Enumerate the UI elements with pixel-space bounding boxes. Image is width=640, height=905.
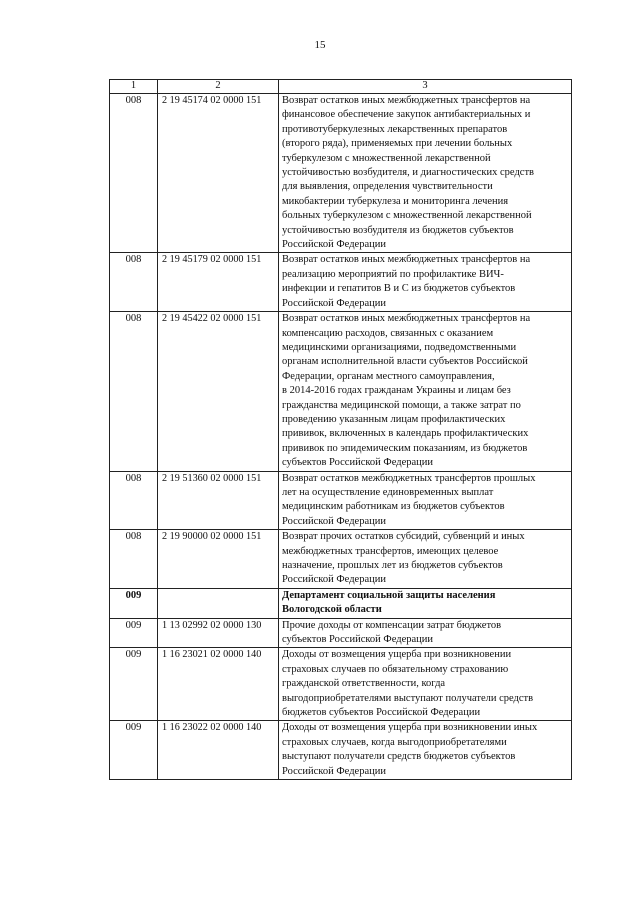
description-line: инфекции и гепатитов В и С из бюджетов субъектов bbox=[282, 283, 516, 295]
table-row bbox=[110, 312, 572, 471]
description-line: органам исполнительной власти субъектов Российской bbox=[282, 356, 528, 368]
description-line: в 2014-2016 годах гражданам Украины и лицам без bbox=[282, 385, 511, 397]
description-line: страховых случаев, когда выгодоприобретателями bbox=[282, 736, 507, 748]
description-line: Доходы от возмещения ущерба при возникновении иных bbox=[282, 722, 538, 734]
page-number: 15 bbox=[314, 39, 326, 51]
budget-classification-table bbox=[109, 79, 572, 780]
description-line: медицинскими организациями, подведомственными bbox=[282, 341, 517, 353]
description-line: компенсацию расходов, связанных с оказанием bbox=[282, 327, 494, 339]
description-line: выгодоприобретателями выступают получатели средств bbox=[282, 692, 534, 704]
budget-code-cell: 2 19 45174 02 0000 151 bbox=[158, 94, 279, 253]
description-line: Департамент социальной защиты населения bbox=[282, 589, 496, 601]
description-cell bbox=[279, 721, 572, 780]
table-row bbox=[110, 253, 572, 312]
description-line: страховых случаев по обязательному страхованию bbox=[282, 663, 509, 675]
table-row bbox=[110, 588, 572, 618]
description-line: Российской Федерации bbox=[282, 515, 386, 527]
description-line: Возврат остатков межбюджетных трансфертов прошлых bbox=[282, 472, 536, 484]
column-header-1: 1 bbox=[110, 80, 158, 94]
table-row bbox=[110, 618, 572, 648]
description-cell bbox=[279, 253, 572, 312]
description-line: Вологодской области bbox=[282, 604, 382, 616]
description-line: Российской Федерации bbox=[282, 765, 386, 777]
description-cell bbox=[279, 312, 572, 471]
description-line: Возврат прочих остатков субсидий, субвенций и иных bbox=[282, 531, 525, 543]
description-line: больных туберкулезом с множественной лекарственной bbox=[282, 210, 532, 222]
description-line: устойчивостью возбудителя из бюджетов субъектов bbox=[282, 224, 514, 236]
budget-code-cell: 1 13 02992 02 0000 130 bbox=[158, 618, 279, 648]
description-line: для выявления, определения чувствительности bbox=[282, 181, 493, 193]
description-line: Федерации, органам местного самоуправления, bbox=[282, 370, 495, 382]
description-line: Российской Федерации bbox=[282, 297, 386, 309]
description-line: назначение, прошлых лет из бюджетов субъектов bbox=[282, 560, 503, 571]
admin-code-cell: 008 bbox=[110, 471, 158, 530]
description-line: (второго ряда), применяемых при лечении больных bbox=[282, 138, 513, 150]
description-line: Российской Федерации bbox=[282, 239, 386, 251]
description-cell bbox=[279, 618, 572, 648]
description-line: субъектов Российской Федерации bbox=[282, 457, 434, 469]
description-cell bbox=[279, 530, 572, 589]
admin-code-cell: 008 bbox=[110, 312, 158, 471]
description-line: Возврат остатков иных межбюджетных трансфертов на bbox=[282, 95, 531, 106]
description-line: устойчивостью возбудителя, и диагностических средств bbox=[282, 167, 534, 179]
budget-code-cell: 2 19 90000 02 0000 151 bbox=[158, 530, 279, 589]
description-line: Доходы от возмещения ущерба при возникновении bbox=[282, 649, 512, 661]
budget-code-cell: 1 16 23021 02 0000 140 bbox=[158, 648, 279, 721]
description-line: прививок, включенных в календарь профилактических bbox=[282, 428, 529, 440]
description-cell bbox=[279, 588, 572, 618]
description-cell bbox=[279, 94, 572, 253]
budget-code-cell: 2 19 45179 02 0000 151 bbox=[158, 253, 279, 312]
description-line: бюджетов субъектов Российской Федерации bbox=[282, 707, 481, 719]
description-line: гражданства медицинской помощи, а также затрат по bbox=[282, 399, 521, 411]
table-row bbox=[110, 94, 572, 253]
budget-code-cell: 2 19 45422 02 0000 151 bbox=[158, 312, 279, 471]
table-header-row bbox=[110, 80, 572, 94]
admin-code-cell: 009 bbox=[110, 618, 158, 648]
table-row bbox=[110, 721, 572, 780]
admin-code-cell: 008 bbox=[110, 94, 158, 253]
admin-code-cell: 008 bbox=[110, 253, 158, 312]
column-header-2: 2 bbox=[158, 80, 279, 94]
table-row bbox=[110, 648, 572, 721]
description-line: реализацию мероприятий по профилактике ВИЧ- bbox=[282, 268, 504, 280]
table-row bbox=[110, 471, 572, 530]
budget-code-cell: 1 16 23022 02 0000 140 bbox=[158, 721, 279, 780]
description-line: туберкулезом с множественной лекарственной bbox=[282, 152, 491, 164]
budget-code-cell bbox=[158, 588, 279, 618]
description-line: Возврат остатков иных межбюджетных трансфертов на bbox=[282, 254, 531, 266]
description-line: финансовое обеспечение закупок антибактериальных и bbox=[282, 109, 531, 121]
admin-code-cell: 009 bbox=[110, 721, 158, 780]
description-cell bbox=[279, 471, 572, 530]
description-line: субъектов Российской Федерации bbox=[282, 634, 434, 646]
admin-code-cell: 009 bbox=[110, 588, 158, 618]
description-line: выступают получатели средств бюджетов субъектов bbox=[282, 751, 516, 763]
description-line: медицинским работникам из бюджетов субъектов bbox=[282, 501, 505, 513]
description-line: Российской Федерации bbox=[282, 574, 386, 586]
table-body bbox=[110, 94, 572, 780]
description-line: проведению указанным лицам профилактических bbox=[282, 413, 506, 425]
description-line: Прочие доходы от компенсации затрат бюджетов bbox=[282, 619, 502, 631]
admin-code-cell: 008 bbox=[110, 530, 158, 589]
description-line: микобактерии туберкулеза и мониторинга лечения bbox=[282, 195, 509, 207]
column-header-3: 3 bbox=[279, 80, 572, 94]
description-line: гражданской ответственности, когда bbox=[282, 678, 446, 690]
description-cell bbox=[279, 648, 572, 721]
description-line: Возврат остатков иных межбюджетных трансфертов на bbox=[282, 313, 531, 325]
description-line: межбюджетных трансфертов, имеющих целевое bbox=[282, 545, 499, 557]
table-row bbox=[110, 530, 572, 589]
description-line: противотуберкулезных лекарственных препаратов bbox=[282, 123, 508, 135]
description-line: прививок по эпидемическим показаниям, из бюджетов bbox=[282, 442, 528, 454]
description-line: лет на осуществление единовременных выплат bbox=[282, 486, 494, 498]
admin-code-cell: 009 bbox=[110, 648, 158, 721]
budget-code-cell: 2 19 51360 02 0000 151 bbox=[158, 471, 279, 530]
